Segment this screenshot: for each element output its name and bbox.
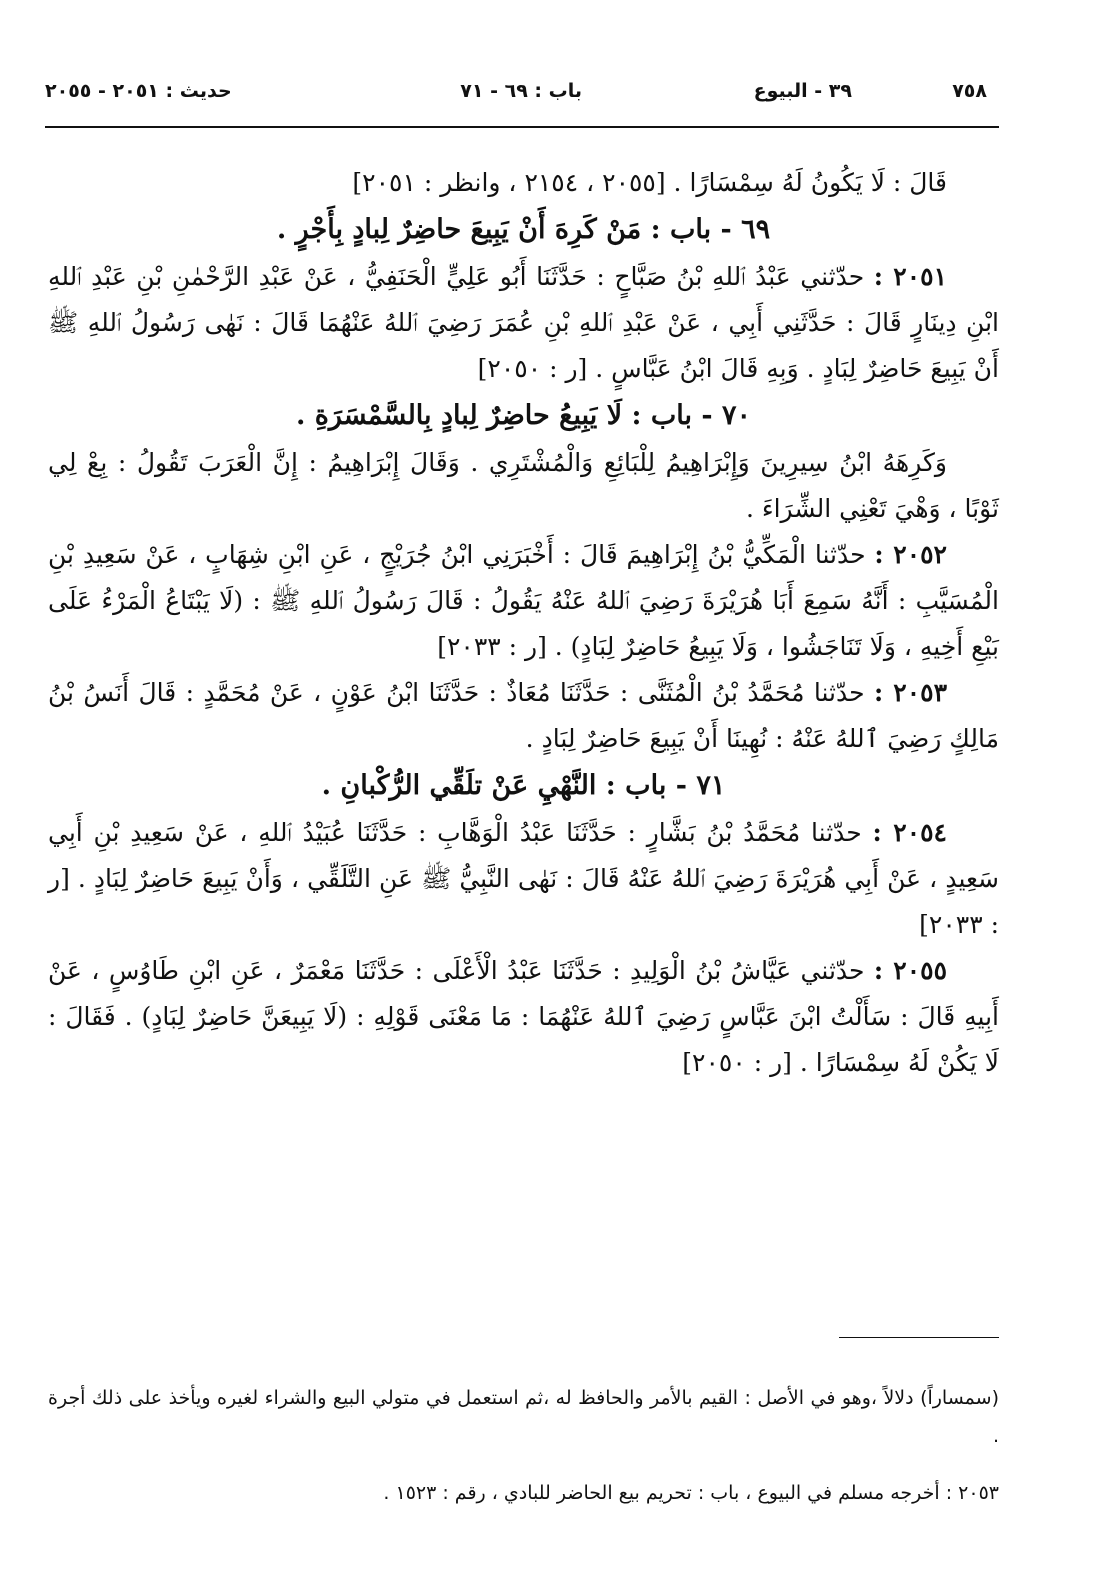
bab-69-heading: ٦٩ - باب : مَنْ كَرِهَ أَنْ يَبِيعَ حاضِرٌ لِبادٍ بِأَجْرٍ . [276, 214, 771, 245]
intro-line: قَالَ : لَا يَكُونُ لَهُ سِمْسَارًا . [٢٠٥٥ ، ٢١٥٤ ، وانظر : ٢٠٥١] [352, 168, 947, 197]
footnote-samsar: (سمساراً) دلالاً ،وهو في الأصل : القيم بالأمر والحافظ له ،ثم استعمل في متولي البيع والشراء لغيره ويأخذ على ذلك أجرة . [48, 1387, 999, 1447]
hadith-range: حديث : ٢٠٥١ - ٢٠٥٥ [45, 80, 232, 102]
hadith-2052 [48, 532, 999, 670]
hadith-text: حدّثنا مُحَمَّدُ بْنُ بَشَّارٍ : حَدَّثَنَا عَبْدُ الْوَهَّابِ : حَدَّثَنَا عُبَيْدُ ٱللهِ ، عَنْ سَعِيدِ بْنِ أَبِي سَعِيدٍ ، عَنْ أَبِي هُرَيْرَةَ رَضِيَ ٱللهُ عَنْهُ قَالَ : نَهٰى النَّبِيُّ ﷺ عَنِ التَّلَقِّي ، وَأَنْ يَبِيعَ حَاضِرٌ لِبَادٍ . [ر : ٢٠٣٣] [48, 818, 999, 939]
hadith-2055 [48, 948, 999, 1086]
bab-70-text: وَكَرِهَهُ ابْنُ سِيرِينَ وَإِبْرَاهِيمُ لِلْبَائِعِ وَالْمُشْتَرِي . وَقَالَ إِبْرَاهِيمُ : إِنَّ الْعَرَبَ تَقُولُ : بِعْ لِي ثَوْبًا ، وَهْيَ تَعْنِي الشِّرَاءَ . [48, 448, 999, 523]
hadith-number: ٢٠٥١ : [873, 262, 948, 291]
hadith-text: حدّثنا مُحَمَّدُ بْنُ الْمُثَنَّى : حَدَّثَنَا مُعَاذٌ : حَدَّثَنَا ابْنُ عَوْنٍ ، عَنْ مُحَمَّدٍ : قَالَ أَنَسُ بْنُ مَالِكٍ رَضِيَ ٱللهُ عَنْهُ : نُهِينَا أَنْ يَبِيعَ حَاضِرٌ لِبَادٍ . [48, 678, 999, 753]
hadith-number: ٢٠٥٤ : [872, 818, 947, 847]
hadith-2053 [48, 670, 999, 762]
bab-range: باب : ٦٩ - ٧١ [460, 80, 582, 102]
footnote-divider [839, 1337, 999, 1338]
header-divider [45, 126, 999, 128]
hadith-number: ٢٠٥٥ : [873, 956, 947, 985]
bab-71-heading: ٧١ - باب : النَّهْيِ عَنْ تلَقِّي الرُّكْبانِ . [321, 770, 726, 801]
hadith-text: حدّثنا الْمَكِّيُّ بْنُ إِبْرَاهِيمَ قَالَ : أَخْبَرَنِي ابْنُ جُرَيْجٍ ، عَنِ ابْنِ شِهَابٍ ، عَنْ سَعِيدِ بْنِ الْمُسَيَّبِ : أَنَّهُ سَمِعَ أَبَا هُرَيْرَةَ رَضِيَ ٱللهُ عَنْهُ يَقُولُ : قَالَ رَسُولُ ٱللهِ ﷺ : (لَا يَبْتَاعُ الْمَرْءُ عَلَى بَيْعِ أَخِيهِ ، وَلَا تَنَاجَشُوا ، وَلَا يَبِيعُ حَاضِرٌ لِبَادٍ) . [ر : ٢٠٣٣] [48, 540, 999, 661]
bab-70-heading: ٧٠ - باب : لَا يَبِيعُ حاضِرٌ لِبادٍ بِالسَّمْسَرَةِ . [295, 400, 752, 431]
main-text [48, 160, 999, 1086]
chapter-title: ٣٩ - البيوع [753, 80, 852, 102]
hadith-number: ٢٠٥٢ : [874, 540, 947, 569]
hadith-2051 [48, 254, 999, 392]
running-header [45, 80, 987, 116]
hadith-text: حدّثني عَيَّاشُ بْنُ الْوَلِيدِ : حَدَّثَنَا عَبْدُ الْأَعْلَى : حَدَّثَنَا مَعْمَرٌ ، عَنِ ابْنِ طَاوُسٍ ، عَنْ أَبِيهِ قَالَ : سَأَلْتُ ابْنَ عَبَّاسٍ رَضِيَ ٱللهُ عَنْهُمَا : مَا مَعْنَى قَوْلِهِ : (لَا يَبِيعَنَّ حَاضِرٌ لِبَادٍ) . فَقَالَ : لَا يَكُنْ لَهُ سِمْسَارًا . [ر : ٢٠٥٠] [48, 956, 999, 1077]
hadith-text: حدّثني عَبْدُ ٱللهِ بْنُ صَبَّاحٍ : حَدَّثَنَا أَبُو عَلِيٍّ الْحَنَفِيُّ ، عَنْ عَبْدِ الرَّحْمٰنِ بْنِ عَبْدِ ٱللهِ ابْنِ دِينَارٍ قَالَ : حَدَّثَنِي أَبِي ، عَنْ عَبْدِ ٱللهِ بْنِ عُمَرَ رَضِيَ ٱللهُ عَنْهُمَا قَالَ : نَهٰى رَسُولُ ٱللهِ ﷺ أَنْ يَبِيعَ حَاضِرٌ لِبَادٍ . وَبِهِ قَالَ ابْنُ عَبَّاسٍ . [ر : ٢٠٥٠] [48, 262, 999, 383]
page-number: ٧٥٨ [952, 80, 987, 102]
footnote-2053: ٢٠٥٣ : أخرجه مسلم في البيوع ، باب : تحريم بيع الحاضر للبادي ، رقم : ١٥٢٣ . [383, 1482, 999, 1504]
hadith-number: ٢٠٥٣ : [873, 678, 948, 707]
hadith-2054 [48, 810, 999, 948]
